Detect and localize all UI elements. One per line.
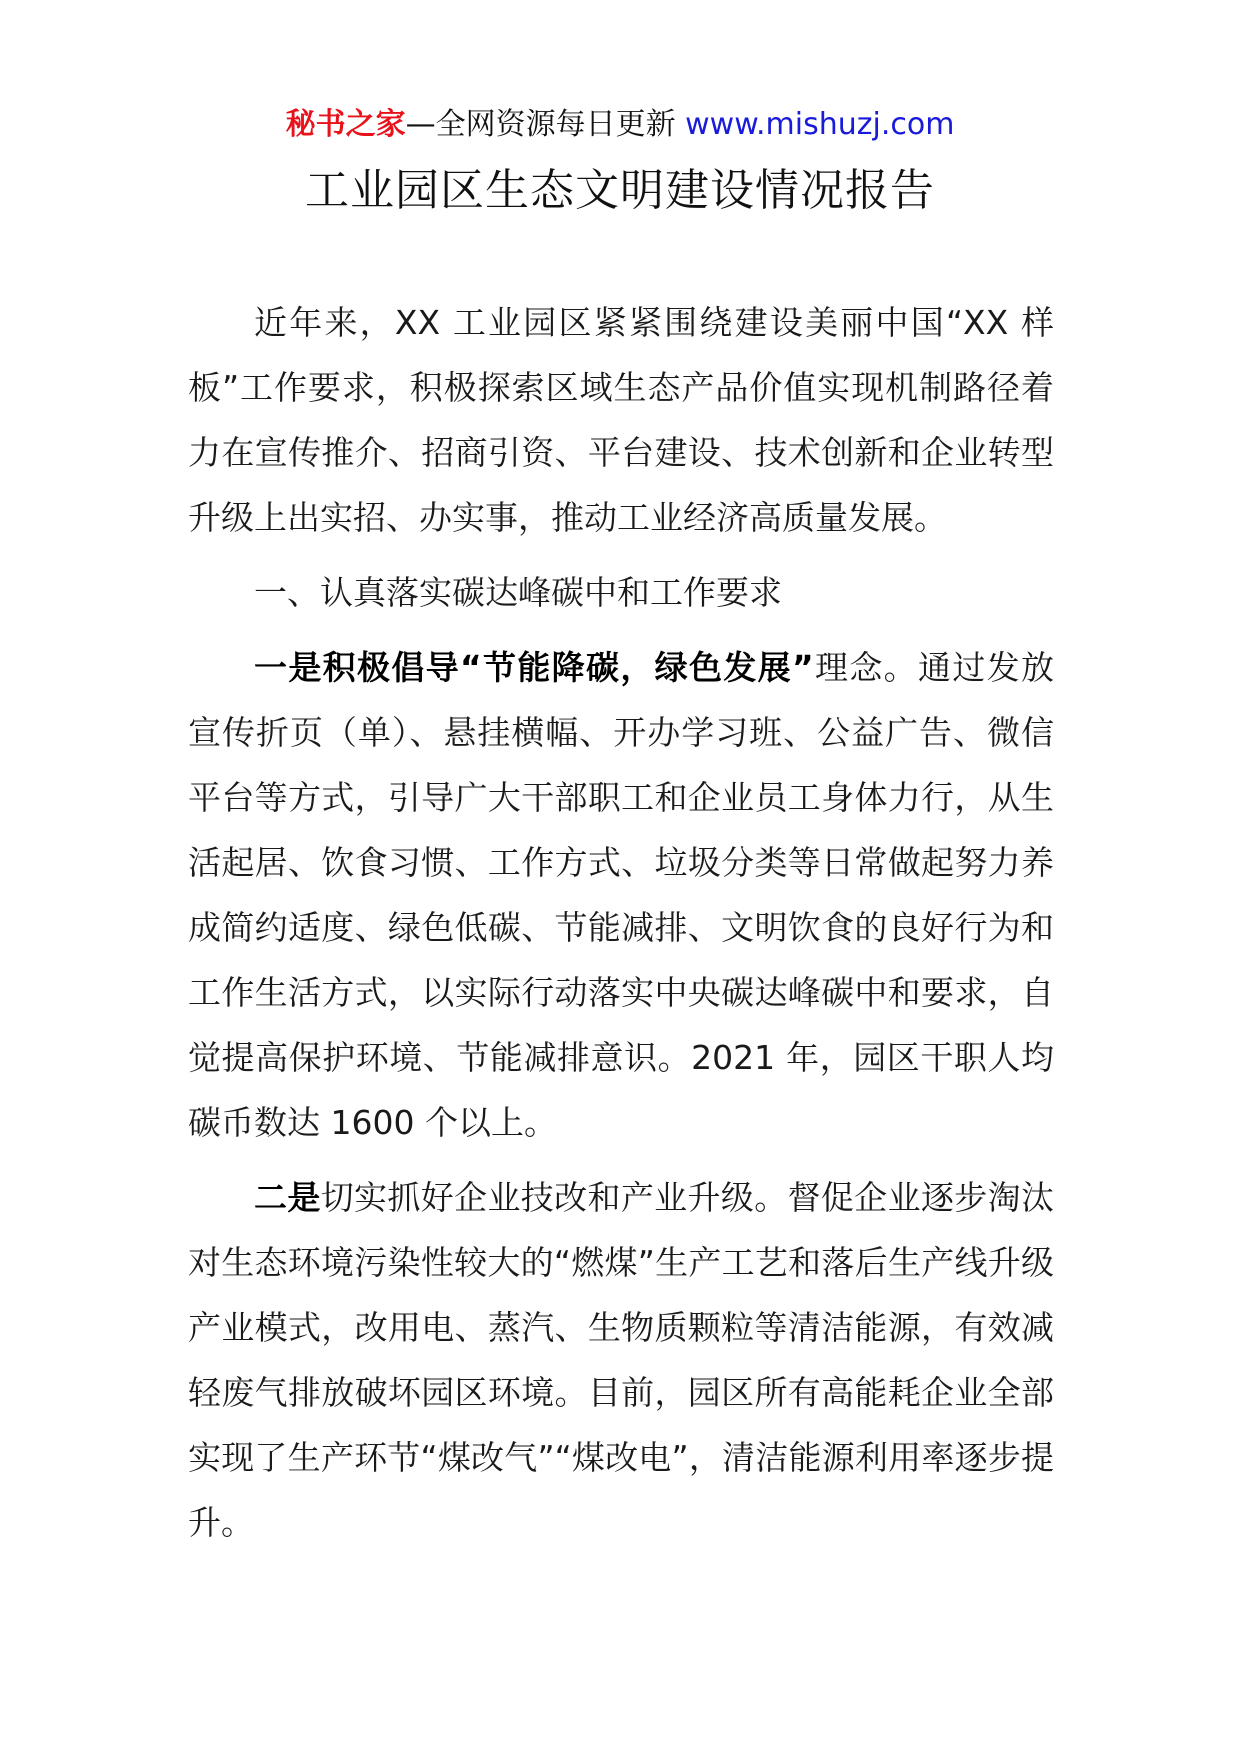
paragraph-point-1	[188, 635, 1054, 1155]
site-slogan: —全网资源每日更新	[405, 107, 686, 142]
document-title: 工业园区生态文明建设情况报告	[305, 165, 935, 216]
document-body	[188, 290, 1054, 1565]
paragraph-lead: 一是积极倡导“节能降碳，绿色发展”	[254, 648, 814, 687]
paragraph-text: 理念。通过发放宣传折页（单）、悬挂横幅、开办学习班、公益广告、微信平台等方式，引导广大干部职工和企业员工身体力行，从生活起居、饮食习惯、工作方式、垃圾分类等日常做起努力养成简约适度、绿色低碳、节能减排、文明饮食的良好行为和工作生活方式，以实际行动落实中央碳达峰碳中和要求，自觉提高保护环境、节能减排意识。2021 年，园区干职人均碳币数达 1600 个以上。	[188, 648, 1054, 1142]
site-url-link[interactable]: www.mishuzj.com	[685, 107, 955, 142]
site-brand: 秘书之家	[285, 107, 406, 142]
section-heading-text: 一、认真落实碳达峰碳中和工作要求	[254, 573, 782, 612]
paragraph-text: 近年来，XX 工业园区紧紧围绕建设美丽中国“XX 样板”工作要求，积极探索区域生态产品价值实现机制路径着力在宣传推介、招商引资、平台建设、技术创新和企业转型升级上出实招、办实事，推动工业经济高质量发展。	[188, 303, 1054, 537]
site-banner	[0, 104, 1240, 146]
paragraph-lead: 二是	[254, 1178, 321, 1217]
paragraph-intro	[188, 290, 1054, 550]
paragraph-text: 切实抓好企业技改和产业升级。督促企业逐步淘汰对生态环境污染性较大的“燃煤”生产工艺和落后生产线升级产业模式，改用电、蒸汽、生物质颗粒等清洁能源，有效减轻废气排放破坏园区环境。目前，园区所有高能耗企业全部实现了生产环节“煤改气”“煤改电”，清洁能源利用率逐步提升。	[188, 1178, 1055, 1542]
paragraph-point-2	[188, 1165, 1054, 1555]
section-heading-1	[188, 560, 1054, 625]
